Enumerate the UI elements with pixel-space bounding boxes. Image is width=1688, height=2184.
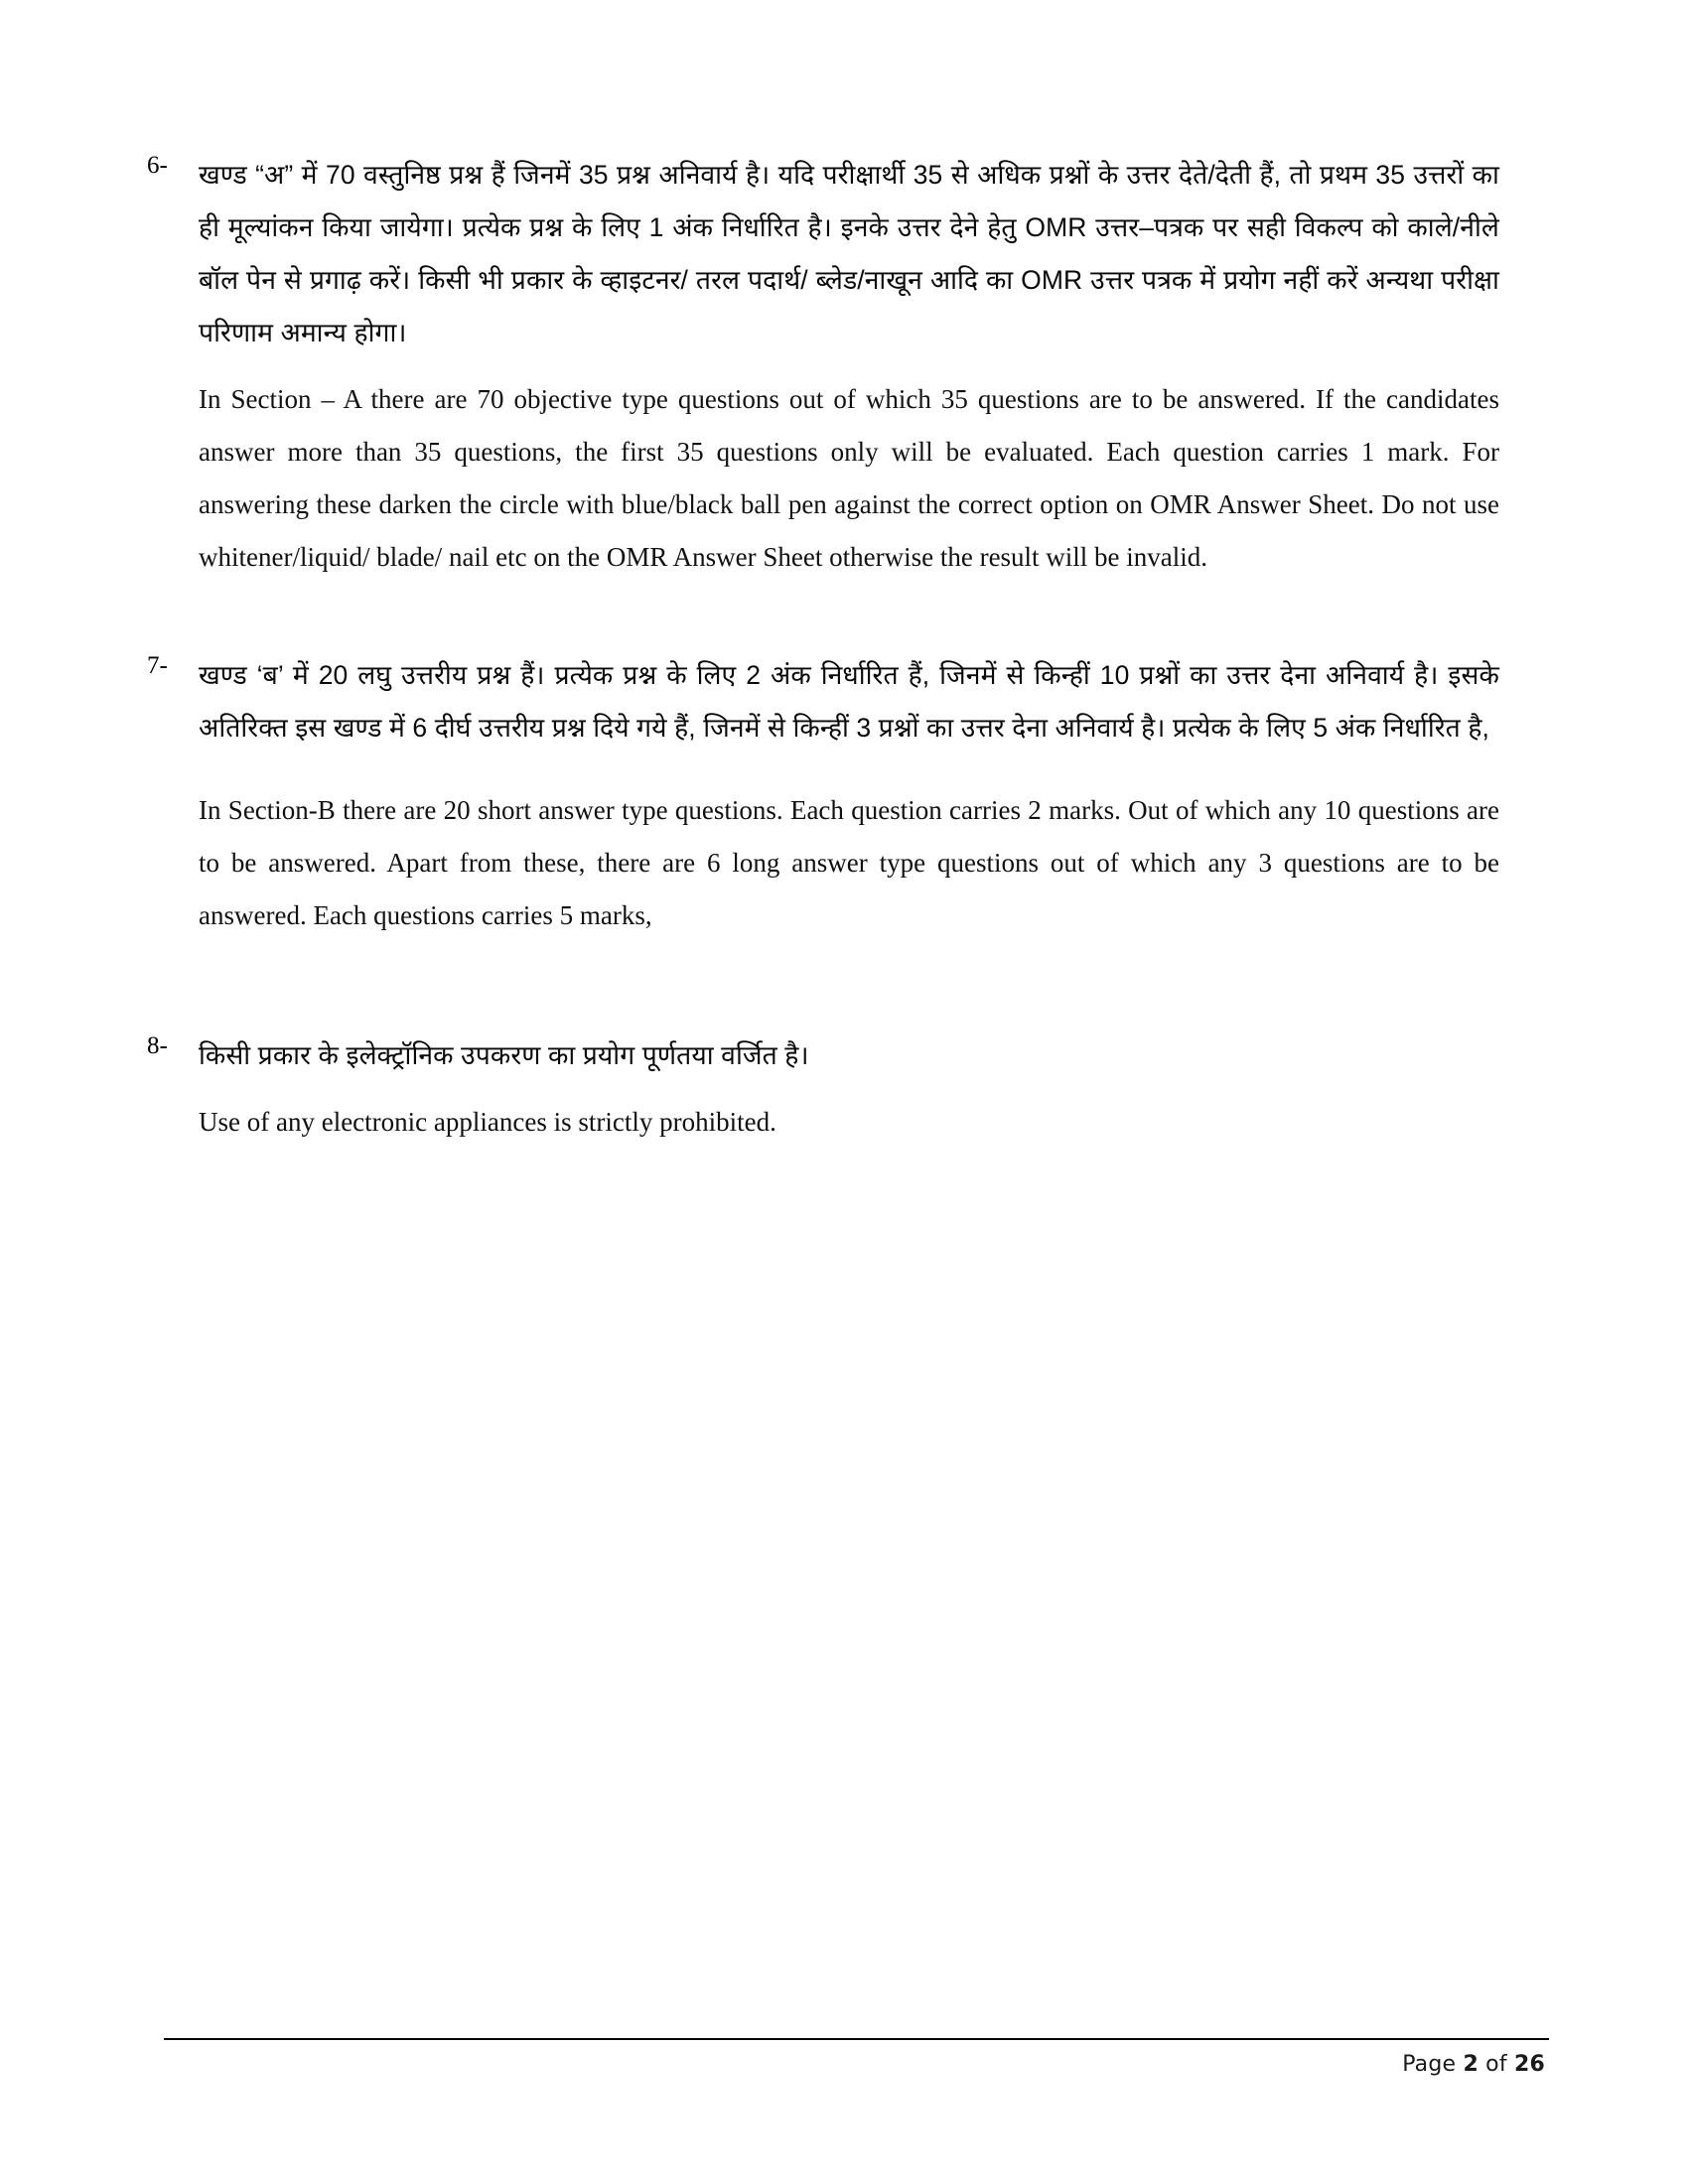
instruction-item-7 <box>147 649 1499 942</box>
current-page-number: 2 <box>1463 2052 1478 2077</box>
instruction-8-hindi-text: किसी प्रकार के इलेक्ट्रॉनिक उपकरण का प्रयोग पूर्णतया वर्जित है। <box>199 1040 809 1070</box>
instruction-item-8 <box>147 1029 1499 1149</box>
page-footer <box>164 2038 1549 2077</box>
total-page-count: 26 <box>1513 2052 1545 2077</box>
instruction-6-english-text: In Section – A there are 70 objective type questions out of which 35 questions are to be answered. If the candidates answer more than 35 questions, the first 35 questions only will be evaluated. Each question carries 1 mark. For answering these darken the circle with blue/black ball pen against the correct option on OMR Answer Sheet. Do not use whitener/liquid/ blade/ nail etc on the OMR Answer Sheet otherwise the result will be invalid. <box>199 384 1499 572</box>
spacer <box>199 978 1499 1029</box>
instruction-8-english-text: Use of any electronic appliances is strictly prohibited. <box>199 1107 776 1137</box>
page-label-prefix: Page <box>1402 2052 1457 2077</box>
instruction-7-english-text: In Section-B there are 20 short answer type questions. Each question carries 2 marks. Out of which any 10 questions are to be answered. Apart from these, there are 6 long answer type questions out of which any 3 questions are to be answered. Each questions carries 5 marks, <box>199 795 1499 930</box>
instruction-7-hindi-text: खण्ड ‘ब’ में 20 लघु उत्तरीय प्रश्न हैं। प्रत्येक प्रश्न के लिए 2 अंक निर्धारित हैं, जिनमें से किन्हीं 10 प्रश्नों का उत्तर देना अनिवार्य है। इसके अतिरिक्त इस खण्ड में 6 दीर्घ उत्तरीय प्रश्न दिये गये हैं, जिनमें से किन्हीं 3 प्रश्नों का उत्तर देना अनिवार्य है। प्रत्येक के लिए 5 अंक निर्धारित है, <box>199 660 1499 743</box>
page-content <box>147 149 1499 1184</box>
instruction-number-7: 7- <box>147 652 168 679</box>
footer-divider <box>164 2038 1549 2040</box>
page-label-middle: of <box>1485 2052 1507 2077</box>
instruction-6-hindi-text: खण्ड “अ” में 70 वस्तुनिष्ठ प्रश्न हैं जिनमें 35 प्रश्न अनिवार्य है। यदि परीक्षार्थी 35 से अधिक प्रश्नों के उत्तर देते/देती हैं, तो प्रथम 35 उत्तरों का ही मूल्यांकन किया जायेगा। प्रत्येक प्रश्न के लिए 1 अंक निर्धारित है। इनके उत्तर देने हेतु OMR उत्तर–पत्रक पर सही विकल्प को काले/नीले बॉल पेन से प्रगाढ़ करें। किसी भी प्रकार के व्हाइटनर/ तरल पदार्थ/ ब्लेड/नाखून आदि का OMR उत्तर पत्रक में प्रयोग नहीं करें अन्यथा परीक्षा परिणाम अमान्य होगा। <box>199 160 1499 347</box>
spacer <box>199 1082 1499 1096</box>
spacer <box>1507 2052 1514 2077</box>
spacer <box>199 359 1499 373</box>
instruction-number-8: 8- <box>147 1032 168 1059</box>
instruction-item-6 <box>147 149 1499 584</box>
spacer <box>199 754 1499 784</box>
page-number-label <box>164 2052 1549 2077</box>
instruction-number-6: 6- <box>147 152 168 179</box>
spacer <box>199 619 1499 649</box>
